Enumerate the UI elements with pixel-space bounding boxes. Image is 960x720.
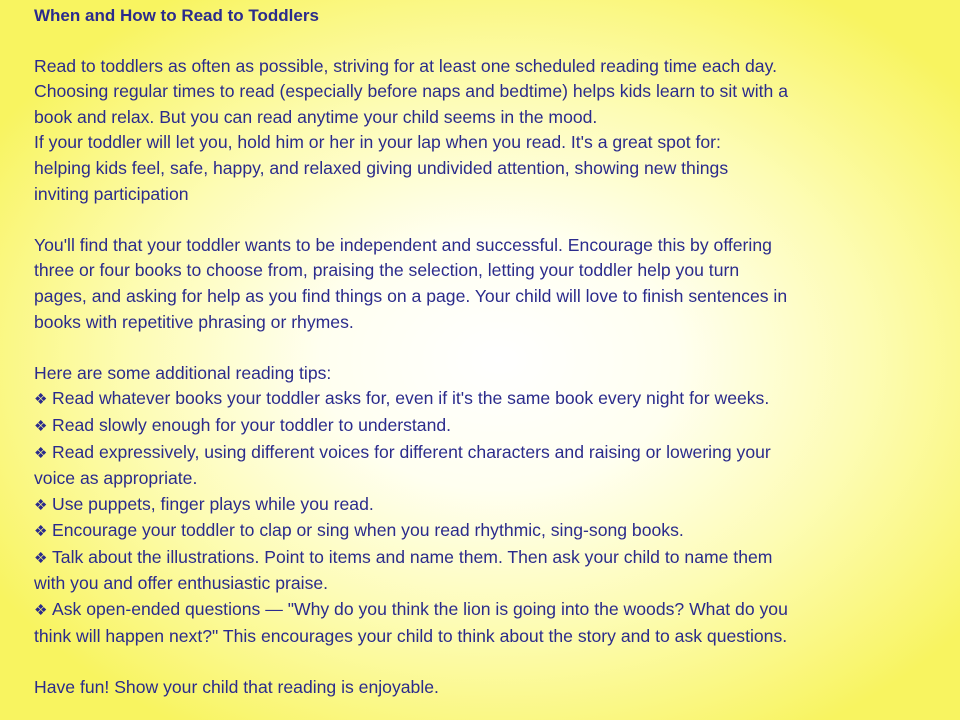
paragraph-line: If your toddler will let you, hold him or her in your lap when you read. It's a great spot for: xyxy=(34,132,721,153)
diamond-bullet-icon: ❖ xyxy=(34,417,48,435)
tip-text: Ask open-ended questions — "Why do you think the lion is going into the woods? What do you xyxy=(52,599,788,620)
paragraph-line: inviting participation xyxy=(34,183,189,204)
paragraph-line: helping kids feel, safe, happy, and relaxed giving undivided attention, showing new things xyxy=(34,157,729,178)
tip-text: Read whatever books your toddler asks for, even if it's the same book every night for weeks. xyxy=(52,388,770,409)
tip-item xyxy=(34,492,960,519)
spacer xyxy=(34,28,960,54)
tip-text-continued: think will happen next?" This encourages your child to think about the story and to ask questions. xyxy=(34,625,788,646)
tip-item xyxy=(34,545,960,572)
closing-line: Have fun! Show your child that reading is enjoyable. xyxy=(34,676,439,697)
tip-item xyxy=(34,440,960,467)
page-title: When and How to Read to Toddlers xyxy=(34,6,319,25)
tips-intro: Here are some additional reading tips: xyxy=(34,362,332,383)
paragraph-line: three or four books to choose from, praising the selection, letting your toddler help you turn xyxy=(34,260,740,281)
tip-text-continued: with you and offer enthusiastic praise. xyxy=(34,573,329,594)
paragraph-line: Read to toddlers as often as possible, striving for at least one scheduled reading time each day. xyxy=(34,55,777,76)
spacer xyxy=(34,649,960,675)
tip-text: Encourage your toddler to clap or sing when you read rhythmic, sing-song books. xyxy=(52,520,684,541)
diamond-bullet-icon: ❖ xyxy=(34,444,48,462)
spacer xyxy=(34,207,960,233)
tip-item xyxy=(34,597,960,624)
tip-text: Use puppets, finger plays while you read. xyxy=(52,493,374,514)
diamond-bullet-icon: ❖ xyxy=(34,391,48,409)
paragraph-line: book and relax. But you can read anytime your child seems in the mood. xyxy=(34,106,598,127)
diamond-bullet-icon: ❖ xyxy=(34,549,48,567)
paragraph-line: books with repetitive phrasing or rhymes. xyxy=(34,311,354,332)
tips-section xyxy=(34,361,960,650)
tip-text-continued: voice as appropriate. xyxy=(34,468,198,489)
diamond-bullet-icon: ❖ xyxy=(34,496,48,514)
tip-text: Read expressively, using different voices for different characters and raising or lowering your xyxy=(52,441,771,462)
paragraph-line: pages, and asking for help as you find things on a page. Your child will love to finish sentences in xyxy=(34,285,788,306)
tip-item xyxy=(34,413,960,440)
diamond-bullet-icon: ❖ xyxy=(34,523,48,541)
tip-item xyxy=(34,518,960,545)
tips-list xyxy=(34,386,960,649)
tip-text: Read slowly enough for your toddler to understand. xyxy=(52,414,452,435)
diamond-bullet-icon: ❖ xyxy=(34,602,48,620)
paragraph-line: Choosing regular times to read (especially before naps and bedtime) helps kids learn to sit with a xyxy=(34,81,788,102)
spacer xyxy=(34,335,960,361)
paragraph-line: You'll find that your toddler wants to be independent and successful. Encourage this by offering xyxy=(34,234,772,255)
paragraph-when-to-read xyxy=(34,54,960,208)
paragraph-independence xyxy=(34,233,960,335)
tip-text: Talk about the illustrations. Point to items and name them. Then ask your child to name them xyxy=(52,546,773,567)
tip-item xyxy=(34,386,960,413)
